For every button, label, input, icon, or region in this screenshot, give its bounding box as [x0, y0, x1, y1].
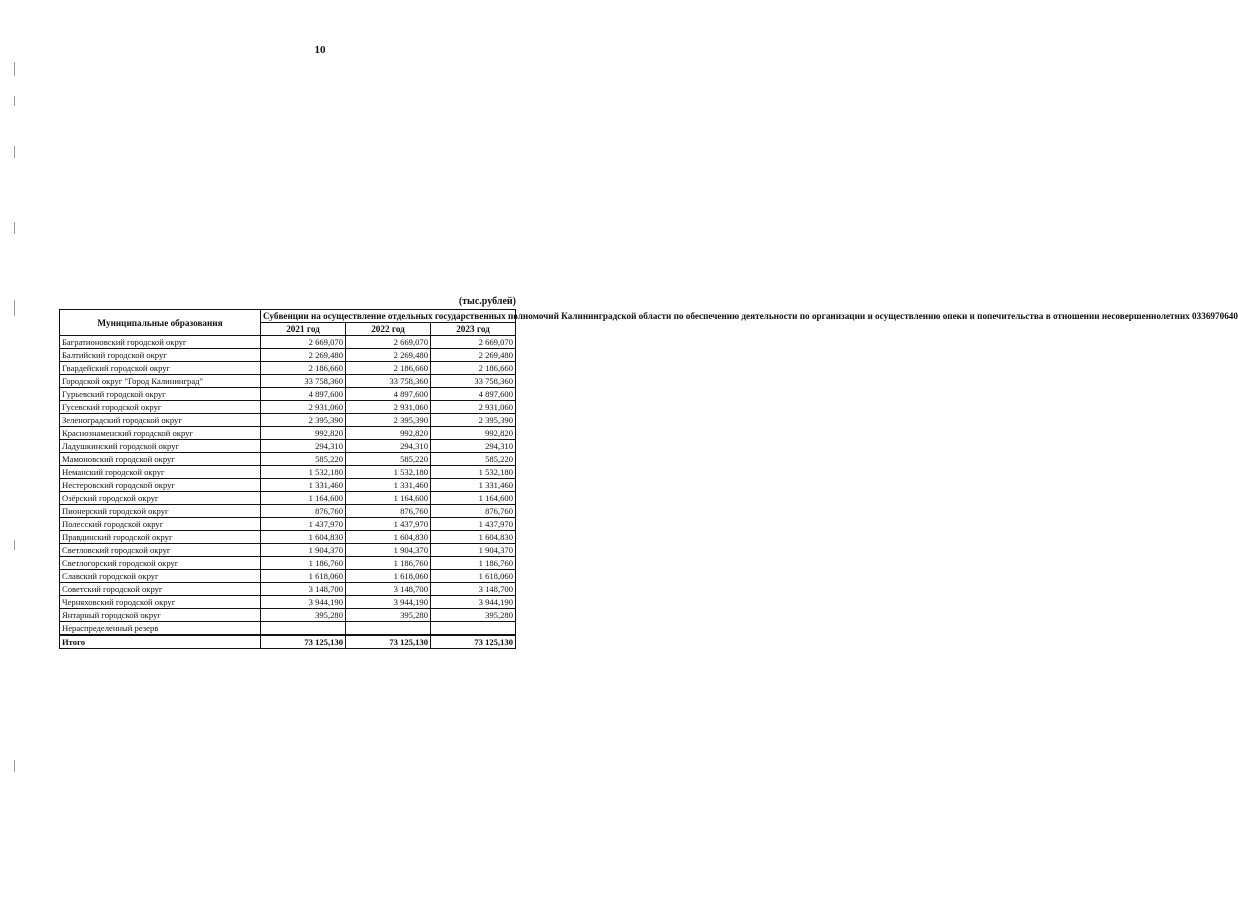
municipality-name: Светловский городской округ: [60, 544, 261, 557]
value-2021: [261, 622, 346, 636]
table-row: [60, 453, 516, 466]
value-2022: 33 758,360: [346, 375, 431, 388]
table-row: [60, 531, 516, 544]
table-row: [60, 583, 516, 596]
value-2021: 4 897,600: [261, 388, 346, 401]
value-2021: 1 532,180: [261, 466, 346, 479]
table-row: [60, 349, 516, 362]
value-2023: 294,310: [431, 440, 516, 453]
value-2023: 876,760: [431, 505, 516, 518]
value-2023: 992,820: [431, 427, 516, 440]
municipality-name: Янтарный городской округ: [60, 609, 261, 622]
municipality-name: Светлогорский городской округ: [60, 557, 261, 570]
value-2023: 1 331,460: [431, 479, 516, 492]
scan-margin-mark: [14, 146, 15, 158]
municipality-name: Зеленоградский городской округ: [60, 414, 261, 427]
table-row: [60, 362, 516, 375]
year-2022-header: 2022 год: [346, 323, 431, 336]
value-2022: 2 269,480: [346, 349, 431, 362]
value-2023: 2 669,070: [431, 336, 516, 349]
value-2023: 3 148,700: [431, 583, 516, 596]
municipality-name: Озёрский городской округ: [60, 492, 261, 505]
total-2022: 73 125,130: [346, 635, 431, 649]
table-row: [60, 401, 516, 414]
municipality-name: Гвардейский городской округ: [60, 362, 261, 375]
table-row: [60, 518, 516, 531]
value-2023: 1 186,760: [431, 557, 516, 570]
value-2021: 1 164,600: [261, 492, 346, 505]
municipality-name: Гурьевский городской округ: [60, 388, 261, 401]
value-2022: 1 437,970: [346, 518, 431, 531]
municipality-name: Мамоновский городской округ: [60, 453, 261, 466]
municipality-name: Правдинский городской округ: [60, 531, 261, 544]
scan-margin-mark: [14, 222, 15, 234]
table-row: [60, 388, 516, 401]
value-2022: 585,220: [346, 453, 431, 466]
table-row: [60, 609, 516, 622]
table-row: [60, 440, 516, 453]
table-row: [60, 622, 516, 636]
value-2021: 3 944,190: [261, 596, 346, 609]
municipalities-header: Муниципальные образования: [60, 310, 261, 336]
value-2023: 1 904,370: [431, 544, 516, 557]
table-row: [60, 596, 516, 609]
unit-note: (тыс.рублей): [458, 296, 516, 307]
value-2022: 1 904,370: [346, 544, 431, 557]
municipality-name: Городской округ "Город Калининград": [60, 375, 261, 388]
value-2022: 992,820: [346, 427, 431, 440]
value-2023: 585,220: [431, 453, 516, 466]
value-2021: 33 758,360: [261, 375, 346, 388]
year-2021-header: 2021 год: [261, 323, 346, 336]
value-2022: 1 604,830: [346, 531, 431, 544]
value-2022: 1 164,600: [346, 492, 431, 505]
value-2021: 992,820: [261, 427, 346, 440]
municipality-name: Неманский городской округ: [60, 466, 261, 479]
value-2021: 1 904,370: [261, 544, 346, 557]
scan-margin-mark: [14, 62, 15, 76]
table-row: [60, 505, 516, 518]
value-2021: 2 395,390: [261, 414, 346, 427]
value-2022: 2 931,060: [346, 401, 431, 414]
scan-margin-mark: [14, 540, 15, 550]
value-2023: 1 604,830: [431, 531, 516, 544]
value-2021: 1 186,760: [261, 557, 346, 570]
value-2023: 33 758,360: [431, 375, 516, 388]
value-2021: 2 269,480: [261, 349, 346, 362]
total-2021: 73 125,130: [261, 635, 346, 649]
municipality-name: Краснознаменский городской округ: [60, 427, 261, 440]
total-row: [60, 635, 516, 649]
municipality-name: Пионерский городской округ: [60, 505, 261, 518]
value-2022: 395,280: [346, 609, 431, 622]
value-2022: 1 186,760: [346, 557, 431, 570]
table-row: [60, 557, 516, 570]
value-2021: 1 618,060: [261, 570, 346, 583]
value-2021: 2 669,070: [261, 336, 346, 349]
value-2021: 294,310: [261, 440, 346, 453]
municipality-name: Полесский городской округ: [60, 518, 261, 531]
value-2023: [431, 622, 516, 636]
value-2022: 294,310: [346, 440, 431, 453]
value-2023: 2 186,660: [431, 362, 516, 375]
table-row: [60, 336, 516, 349]
value-2023: 1 532,180: [431, 466, 516, 479]
value-2023: 2 931,060: [431, 401, 516, 414]
value-2022: 1 331,460: [346, 479, 431, 492]
value-2022: 2 669,070: [346, 336, 431, 349]
table-row: [60, 414, 516, 427]
value-2023: 1 618,060: [431, 570, 516, 583]
value-2022: 876,760: [346, 505, 431, 518]
table-row: [60, 570, 516, 583]
table-row: [60, 427, 516, 440]
municipality-name: Балтийский городской округ: [60, 349, 261, 362]
table-row: [60, 466, 516, 479]
value-2022: 2 395,390: [346, 414, 431, 427]
table-row: [60, 544, 516, 557]
subvention-header: Субвенции на осуществление отдельных государственных полномочий Калининградской области по обеспечению деятельности по организации и осуществлению опеки и попечительства в отношении несовершеннолетних 0336970640: [261, 310, 516, 323]
scan-margin-mark: [14, 96, 15, 106]
value-2022: 3 944,190: [346, 596, 431, 609]
value-2021: 395,280: [261, 609, 346, 622]
municipality-name: Гусевский городской округ: [60, 401, 261, 414]
total-2023: 73 125,130: [431, 635, 516, 649]
municipality-name: Багратионовский городской округ: [60, 336, 261, 349]
value-2021: 3 148,700: [261, 583, 346, 596]
municipality-name: Славский городской округ: [60, 570, 261, 583]
value-2023: 4 897,600: [431, 388, 516, 401]
value-2022: 1 618,060: [346, 570, 431, 583]
value-2021: 1 604,830: [261, 531, 346, 544]
municipality-name: Черняховский городской округ: [60, 596, 261, 609]
scan-margin-mark: [14, 300, 15, 316]
value-2023: 2 395,390: [431, 414, 516, 427]
table-body: [60, 336, 516, 636]
value-2021: 2 931,060: [261, 401, 346, 414]
value-2022: 3 148,700: [346, 583, 431, 596]
value-2023: 395,280: [431, 609, 516, 622]
municipality-name: Ладушкинский городской округ: [60, 440, 261, 453]
value-2021: 1 437,970: [261, 518, 346, 531]
value-2023: 1 437,970: [431, 518, 516, 531]
total-label: Итого: [60, 635, 261, 649]
value-2021: 876,760: [261, 505, 346, 518]
value-2021: 585,220: [261, 453, 346, 466]
value-2023: 3 944,190: [431, 596, 516, 609]
value-2022: [346, 622, 431, 636]
table-row: [60, 492, 516, 505]
value-2023: 1 164,600: [431, 492, 516, 505]
value-2022: 2 186,660: [346, 362, 431, 375]
year-2023-header: 2023 год: [431, 323, 516, 336]
value-2023: 2 269,480: [431, 349, 516, 362]
table-row: [60, 479, 516, 492]
table-row: [60, 375, 516, 388]
page-number: 10: [314, 44, 326, 56]
value-2021: 2 186,660: [261, 362, 346, 375]
municipality-name: Нестеровский городской округ: [60, 479, 261, 492]
subventions-table: [59, 309, 1238, 649]
value-2021: 1 331,460: [261, 479, 346, 492]
value-2022: 1 532,180: [346, 466, 431, 479]
municipality-name: Советский городской округ: [60, 583, 261, 596]
scan-margin-mark: [14, 760, 15, 772]
municipality-name: Нераспределенный резерв: [60, 622, 261, 636]
value-2022: 4 897,600: [346, 388, 431, 401]
